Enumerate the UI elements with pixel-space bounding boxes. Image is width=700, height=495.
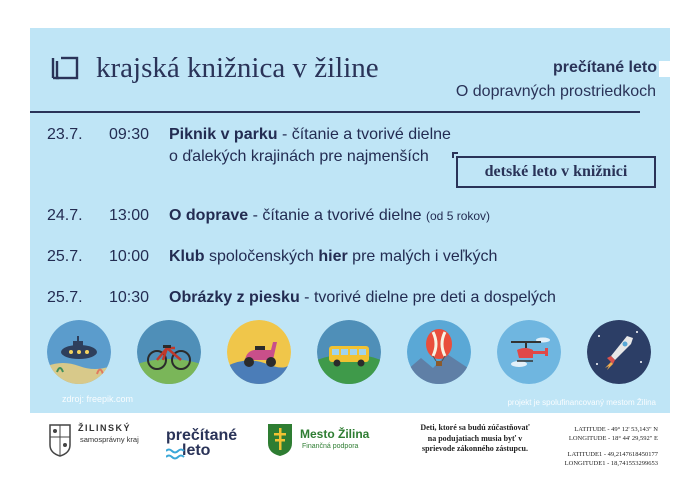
- coords-spacer: [540, 443, 658, 450]
- footer: [0, 413, 700, 495]
- bus-icon: [317, 320, 381, 384]
- event-time: 09:30: [109, 126, 150, 143]
- event-date: 25.7.: [47, 289, 83, 306]
- program-title-text: prečítané leto: [552, 59, 657, 76]
- program-subtitle: O dopravných prostriedkoch: [455, 83, 656, 100]
- event-age-note: (od 5 rokov): [426, 209, 491, 223]
- latitude-decimal: LATITUDE1 - 49,2147618450177: [567, 451, 658, 458]
- wave-icon: [166, 448, 186, 460]
- logo-line2: leto: [182, 442, 211, 459]
- submarine-icon: [47, 320, 111, 384]
- event-date: 24.7.: [47, 207, 83, 224]
- event-text: spoločenských: [204, 248, 319, 265]
- title-accent: [659, 61, 670, 77]
- event-description-line2: o ďalekých krajinách pre najmenších: [169, 148, 429, 165]
- zilina-crest-icon: [267, 423, 293, 457]
- longitude-decimal: LONGITUDE1 - 18,741553299653: [564, 460, 658, 467]
- event-description: [169, 126, 451, 144]
- library-name: krajská knižnica v žiline: [96, 52, 379, 84]
- event-title-part2: hier: [318, 248, 348, 265]
- cofinancing-credit: projekt je spolufinancovaný mestom Žilina: [507, 398, 656, 407]
- event-description: [169, 207, 490, 225]
- coordinates-block: [540, 425, 658, 468]
- event-time: 13:00: [109, 207, 150, 224]
- event-text: - čítanie a tvorivé dielne: [277, 126, 451, 143]
- event-text: - čítanie a tvorivé dielne: [248, 207, 427, 224]
- event-date: 23.7.: [47, 126, 83, 143]
- city-support: Finančná podpora: [302, 443, 359, 450]
- bicycle-icon: [137, 320, 201, 384]
- event-description: [169, 289, 556, 307]
- rocket-icon: [587, 320, 651, 384]
- event-text-end: pre malých i veľkých: [347, 248, 498, 265]
- summer-badge: detské leto v knižnici: [456, 156, 656, 188]
- zsk-crest-icon: [48, 423, 72, 457]
- event-description: [169, 248, 497, 266]
- program-title: [553, 59, 657, 77]
- image-source-credit: zdroj: freepik.com: [62, 394, 134, 404]
- longitude-dms: LONGITUDE - 18° 44' 29,592" E: [568, 435, 658, 442]
- transport-icons-row: [47, 320, 657, 384]
- guardian-note: Deti, ktoré sa budú zúčastňovať na podujatiach musia byť v sprievode zákonného zástupcu.: [420, 423, 530, 453]
- logo-line1: prečítané: [166, 427, 238, 444]
- event-title: O doprave: [169, 207, 249, 224]
- header-divider: [30, 111, 640, 113]
- event-title: Obrázky z piesku: [169, 289, 300, 306]
- event-title: Piknik v parku: [169, 126, 278, 143]
- hot-air-balloon-icon: [407, 320, 471, 384]
- event-text: - tvorivé dielne pre deti a dospelých: [299, 289, 556, 306]
- library-logo-icon: [51, 56, 79, 80]
- event-time: 10:00: [109, 248, 150, 265]
- helicopter-icon: [497, 320, 561, 384]
- event-time: 10:30: [109, 289, 150, 306]
- event-title: Klub: [169, 248, 205, 265]
- city-name: Mesto Žilina: [300, 427, 370, 441]
- zsk-subtitle: samosprávny kraj: [80, 435, 139, 444]
- latitude-dms: LATITUDE - 49° 12' 53,143" N: [574, 426, 658, 433]
- zsk-name: ŽILINSKÝ: [78, 423, 132, 433]
- scooter-icon: [227, 320, 291, 384]
- event-date: 25.7.: [47, 248, 83, 265]
